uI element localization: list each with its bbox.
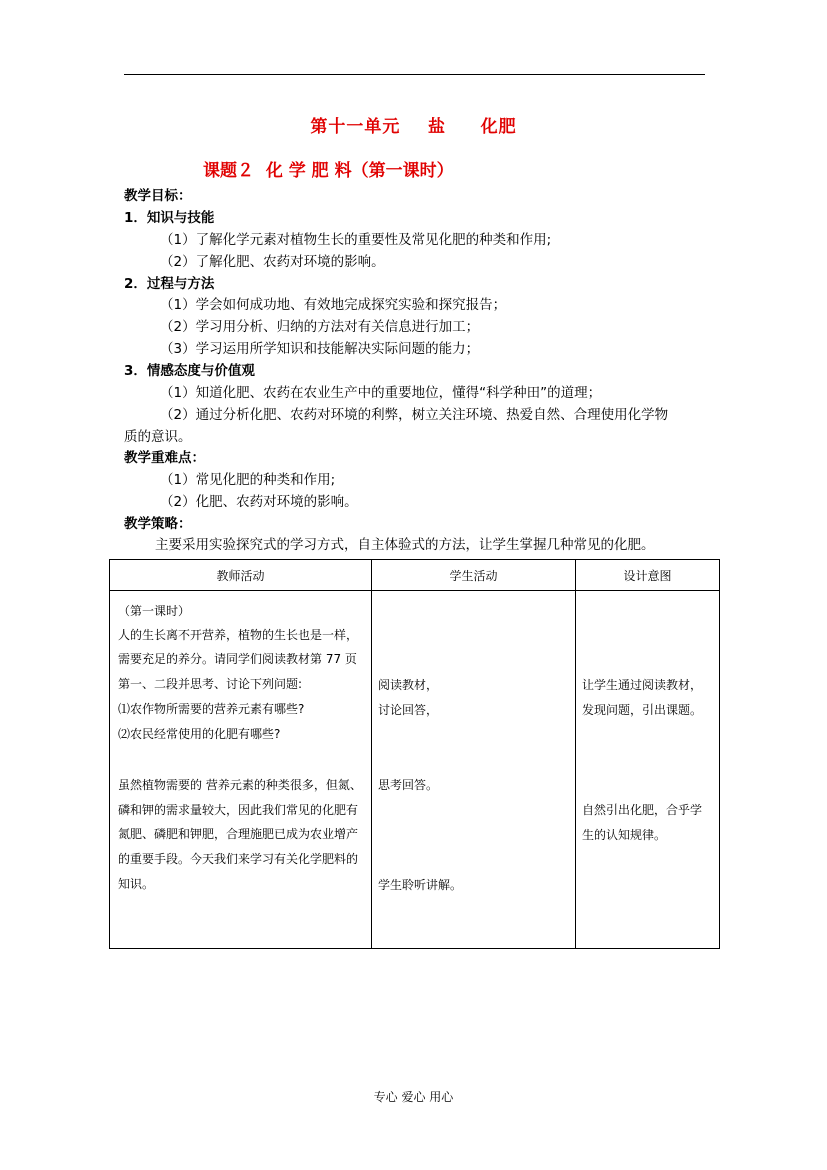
intent-line: 自然引出化肥，合乎学: [582, 803, 703, 817]
student-activity-cell: [372, 591, 576, 949]
strategy-heading: 教学策略：: [124, 516, 192, 532]
teacher-line: 氮肥、磷肥和钾肥，合理施肥已成为农业增产: [118, 827, 359, 841]
student-line: 阅读教材，: [378, 678, 439, 692]
header-rule: [124, 74, 705, 75]
section-heading-knowledge: 1．知识与技能: [124, 210, 215, 226]
teacher-activity-cell: [110, 591, 372, 949]
section-heading-process: 2．过程与方法: [124, 276, 215, 292]
unit-title: 第十一单元 盐 化肥: [310, 117, 517, 137]
intent-line: 发现问题，引出课题。: [582, 703, 703, 717]
header-design-intent: 设计意图: [576, 560, 720, 591]
header-teacher-activity: 教师活动: [110, 560, 372, 591]
teacher-line: 人的生长离不开营养，植物的生长也是一样，: [118, 628, 359, 642]
key-points-heading: 教学重难点：: [124, 450, 205, 466]
key-point-item: （1）常见化肥的种类和作用;: [160, 472, 336, 488]
objective-item: （1）了解化学元素对植物生长的重要性及常见化肥的种类和作用;: [160, 232, 552, 248]
intent-line: 生的认知规律。: [582, 828, 667, 842]
lesson-title: 课题２ 化 学 肥 料（第一课时）: [203, 161, 454, 181]
section-heading-attitude: 3．情感态度与价值观: [124, 363, 255, 379]
objective-item: （2）通过分析化肥、农药对环境的利弊，树立关注环境、热爱自然、合理使用化学物: [160, 407, 669, 423]
student-line: 思考回答。: [378, 778, 439, 792]
objectives-heading: 教学目标：: [124, 188, 192, 204]
teacher-line: 需要充足的养分。请同学们阅读教材第 77 页: [118, 652, 357, 666]
teacher-line: 虽然植物需要的 营养元素的种类很多，但氮、: [118, 778, 362, 792]
teacher-line: ⑴农作物所需要的营养元素有哪些?: [118, 702, 305, 716]
objective-item: （2）了解化肥、农药对环境的影响。: [160, 254, 385, 270]
objective-item: （1）知道化肥、农药在农业生产中的重要地位，懂得“科学种田”的道理；: [160, 385, 602, 401]
lesson-table: [109, 559, 720, 949]
student-line: 学生聆听讲解。: [378, 878, 463, 892]
intent-line: 让学生通过阅读教材，: [582, 678, 703, 692]
header-student-activity: 学生活动: [372, 560, 576, 591]
design-intent-cell: [576, 591, 720, 949]
teacher-line: 磷和钾的需求量较大，因此我们常见的化肥有: [118, 803, 359, 817]
student-line: 讨论回答，: [378, 703, 439, 717]
teacher-line: ⑵农民经常使用的化肥有哪些?: [118, 727, 281, 741]
strategy-text: 主要采用实验探究式的学习方式，自主体验式的方法，让学生掌握几种常见的化肥。: [155, 537, 655, 553]
objective-item: （1）学会如何成功地、有效地完成探究实验和探究报告；: [160, 297, 507, 313]
objective-continuation: 质的意识。: [124, 429, 192, 445]
teacher-line: （第一课时）: [118, 604, 191, 618]
page-footer: 专心 爱心 用心: [373, 1090, 454, 1104]
teacher-line: 知识。: [118, 877, 155, 891]
teacher-line: 的重要手段。今天我们来学习有关化学肥料的: [118, 852, 359, 866]
objective-item: （3）学习运用所学知识和技能解决实际问题的能力；: [160, 341, 480, 357]
teacher-line: 第一、二段并思考、讨论下列问题:: [118, 677, 303, 691]
key-point-item: （2）化肥、农药对环境的影响。: [160, 494, 358, 510]
objective-item: （2）学习用分析、归纳的方法对有关信息进行加工；: [160, 319, 480, 335]
